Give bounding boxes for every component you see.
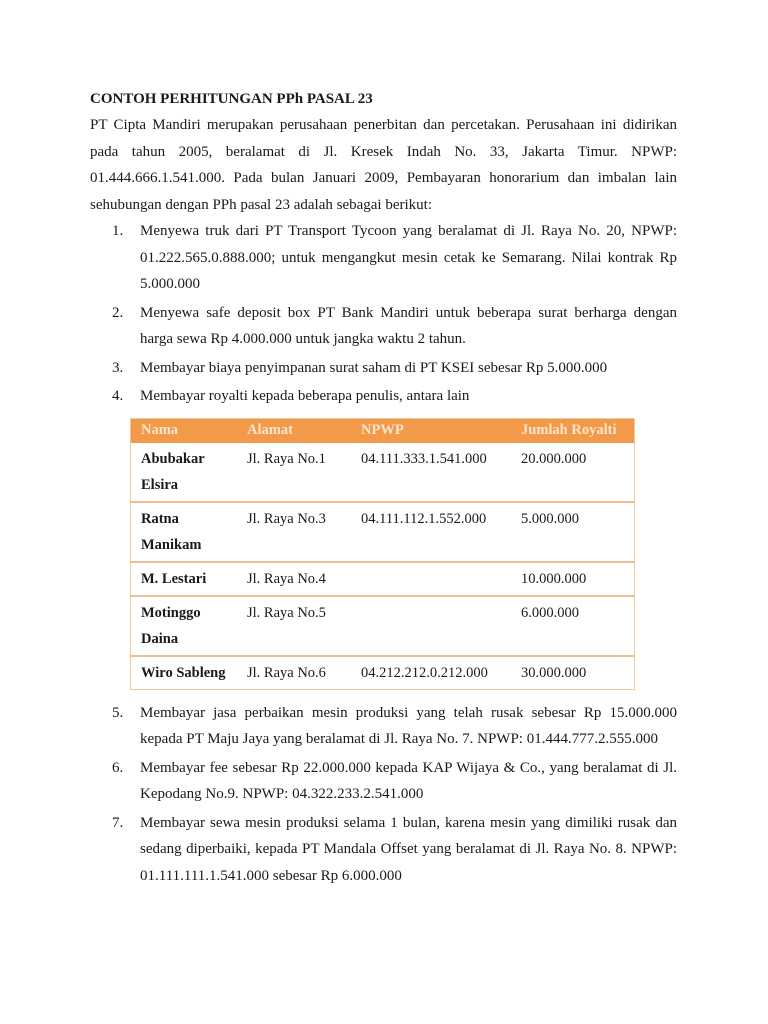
list-item-text: Membayar fee sebesar Rp 22.000.000 kepada KAP Wijaya & Co., yang beralamat di Jl. Kepodang No.9. NPWP: 04.322.233.2.541.000: [140, 759, 677, 802]
royalty-table: [130, 418, 635, 690]
cell-npwp: [351, 596, 511, 656]
list-item: [112, 755, 677, 808]
column-header-alamat: Alamat: [237, 418, 351, 443]
cell-alamat: Jl. Raya No.4: [237, 562, 351, 596]
list-item: [112, 810, 677, 890]
royalty-table-wrapper: [130, 418, 635, 690]
list-number: 1.: [112, 223, 124, 239]
cell-jumlah: 5.000.000: [511, 502, 635, 562]
column-header-npwp: NPWP: [351, 418, 511, 443]
cell-nama: M. Lestari: [131, 562, 238, 596]
payment-list: [90, 218, 677, 410]
table-row: [131, 502, 635, 562]
list-number: 5.: [112, 704, 124, 721]
list-item: [112, 355, 677, 382]
list-number: 3.: [112, 359, 124, 376]
list-item: [112, 218, 677, 298]
document-title: CONTOH PERHITUNGAN PPh PASAL 23: [90, 91, 373, 107]
list-number: 7.: [112, 814, 124, 831]
list-item-text: Menyewa truk dari PT Transport Tycoon yang beralamat di Jl. Raya No. 20, NPWP: 01.222.565.0.888.000; untuk mengangkut mesin cetak ke Semarang. Nilai kontrak Rp 5.000.000: [140, 223, 677, 292]
list-item: [112, 700, 677, 753]
payment-list-continued: [90, 700, 677, 890]
cell-alamat: Jl. Raya No.6: [237, 656, 351, 690]
cell-nama: Motinggo Daina: [131, 596, 238, 656]
column-header-jumlah-royalti: Jumlah Royalti: [511, 418, 635, 443]
list-number: 4.: [112, 388, 124, 404]
intro-paragraph: PT Cipta Mandiri merupakan perusahaan penerbitan dan percetakan. Perusahaan ini didirikan pada tahun 2005, beralamat di Jl. Kresek Indah No. 33, Jakarta Timur. NPWP: 01.444.666.1.541.000. Pada bulan Januari 2009, Pembayaran honorarium dan imbalan lain sehubungan dengan PPh pasal 23 adalah sebagai berikut:: [90, 117, 677, 213]
cell-npwp: [351, 562, 511, 596]
table-row: [131, 443, 635, 502]
table-row: [131, 562, 635, 596]
cell-alamat: Jl. Raya No.3: [237, 502, 351, 562]
list-item-text: Membayar biaya penyimpanan surat saham di PT KSEI sebesar Rp 5.000.000: [140, 359, 608, 376]
list-item: [112, 300, 677, 353]
cell-jumlah: 20.000.000: [521, 450, 587, 467]
cell-jumlah: 10.000.000: [511, 562, 635, 596]
document-page: [90, 86, 677, 889]
cell-nama: Wiro Sableng: [131, 656, 238, 690]
list-item: [112, 383, 677, 410]
list-number: 2.: [112, 304, 124, 321]
list-item-text: Membayar sewa mesin produksi selama 1 bulan, karena mesin yang dimiliki rusak dan sedang diperbaiki, kepada PT Mandala Offset yang beralamat di Jl. Raya No. 8. NPWP: 01.111.111.1.541.000 sebesar Rp 6.000.000: [140, 814, 677, 884]
list-item-text: Membayar jasa perbaikan mesin produksi yang telah rusak sebesar Rp 15.000.000 kepada PT Maju Jaya yang beralamat di Jl. Raya No. 7. NPWP: 01.444.777.2.555.000: [140, 704, 677, 747]
list-number: 6.: [112, 759, 124, 776]
list-item-text: Membayar royalti kepada beberapa penulis, antara lain: [140, 388, 470, 404]
cell-npwp: 04.111.333.1.541.000: [361, 450, 487, 467]
cell-alamat: Jl. Raya No.5: [237, 596, 351, 656]
cell-jumlah: 30.000.000: [511, 656, 635, 690]
cell-nama: Ratna Manikam: [131, 502, 238, 562]
table-row: [131, 596, 635, 656]
column-header-nama: Nama: [131, 418, 238, 443]
cell-npwp: 04.111.112.1.552.000: [351, 502, 511, 562]
cell-jumlah: 6.000.000: [511, 596, 635, 656]
table-row: [131, 656, 635, 690]
cell-nama: Abubakar Elsira: [141, 450, 205, 493]
cell-alamat: Jl. Raya No.1: [247, 450, 326, 467]
list-item-text: Menyewa safe deposit box PT Bank Mandiri untuk beberapa surat berharga dengan harga sewa Rp 4.000.000 untuk jangka waktu 2 tahun.: [140, 304, 677, 347]
table-header-row: [131, 418, 635, 443]
cell-npwp: 04.212.212.0.212.000: [351, 656, 511, 690]
